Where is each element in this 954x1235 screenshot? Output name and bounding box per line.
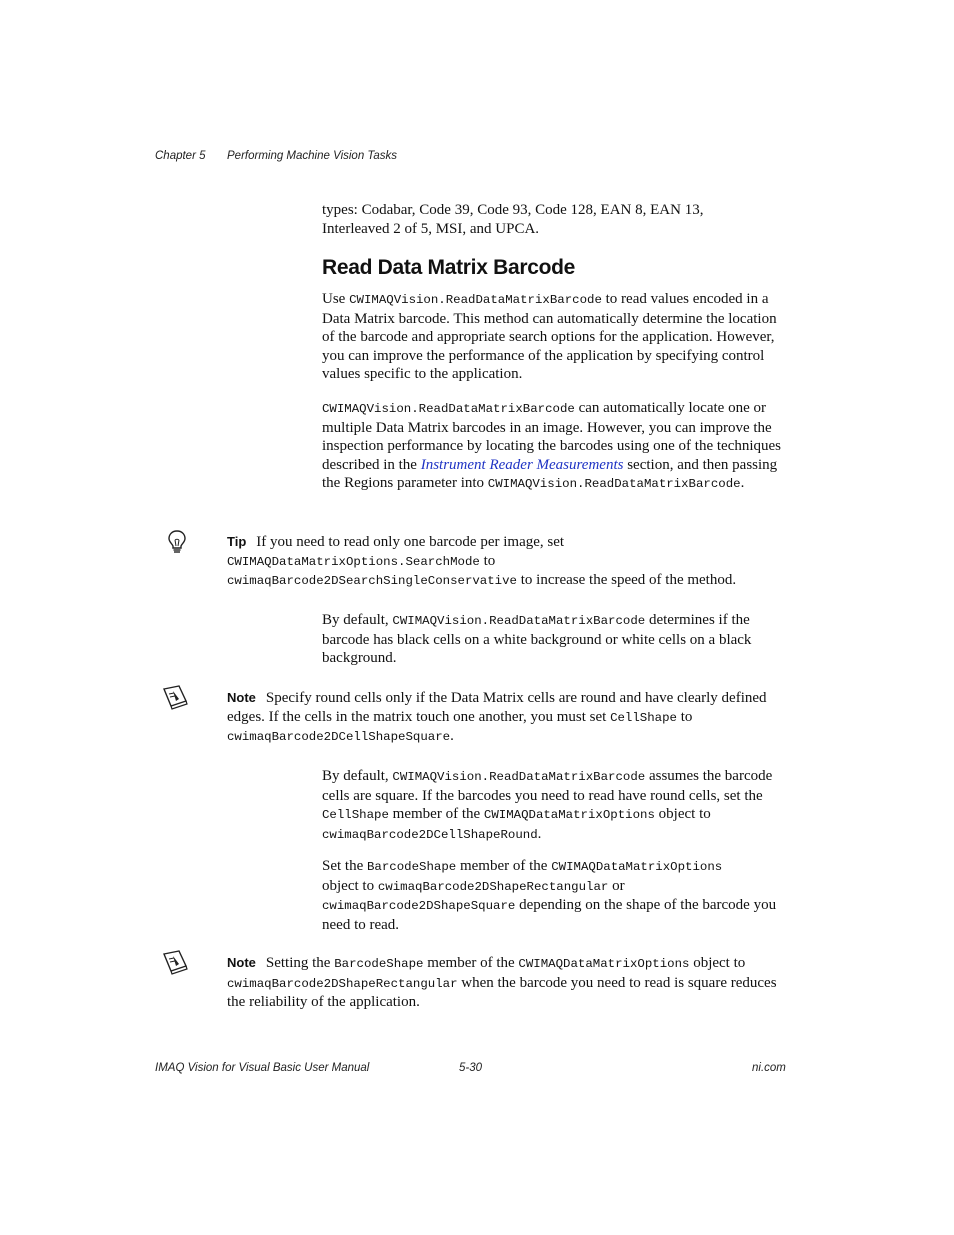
tip-code-2: cwimaqBarcode2DSearchSingleConservative [227, 574, 517, 589]
p4-code-3: CWIMAQDataMatrixOptions [483, 808, 655, 823]
header-chapter: Chapter 5 [155, 150, 206, 162]
p5-text-c: object to [322, 877, 378, 894]
tip-code-1: CWIMAQDataMatrixOptions.SearchMode [227, 554, 480, 569]
intro-line-1: types: Codabar, Code 39, Code 93, Code 128, EAN 8, EAN 13, [322, 202, 704, 218]
p5-code-1: BarcodeShape [367, 860, 457, 874]
p4-text-c: member of the [388, 806, 484, 823]
p2-code-2: CWIMAQVision.ReadDataMatrixBarcode [487, 477, 741, 492]
note1-text-b: to [676, 708, 693, 725]
note2-code-3: cwimaqBarcode2DShapeRectangular [227, 976, 458, 991]
p5-code-2: CWIMAQDataMatrixOptions [551, 860, 723, 874]
note1-text-a: Specify round cells only if the Data Matrix cells are round and have clearly defined edges. If the cells in the matrix touch one another, you must set [227, 690, 767, 725]
note2-code-2: CWIMAQDataMatrixOptions [518, 957, 690, 971]
footer-page-number: 5-30 [459, 1062, 483, 1074]
note2-code-1: BarcodeShape [334, 957, 424, 971]
lightbulb-icon [163, 528, 191, 556]
footer-site-link[interactable]: ni.com [752, 1062, 786, 1074]
note-callout-2 [227, 954, 785, 1012]
note-pad-icon [161, 683, 189, 711]
p2-text-a: can automatically locate one or multiple Data Matrix barcodes in an image. However, you can improve the inspection performance by locating the barcodes using one of the techniques described in the [322, 400, 782, 473]
note2-text-c: object to [689, 955, 746, 971]
note-callout-1 [227, 689, 785, 747]
p5-text-b: member of the [456, 858, 552, 874]
note2-text-d: when the barcode you need to read is square reduces the reliability of the application. [227, 974, 777, 1011]
p3-text-a: By default, [322, 612, 393, 628]
p1-text-b: to read values encoded in a Data Matrix barcode. This method can automatically determine the location of the barcode and appropriate search options for the application. However, you can improve the performance of the application by specifying control values specific to the application. [322, 291, 777, 383]
tip-text-b: to [479, 552, 496, 569]
tip-label: Tip [227, 534, 247, 549]
note1-code-1: CellShape [610, 710, 677, 725]
p4-text-b: assumes the barcode cells are square. If the barcodes you need to read have round cells, set the [322, 768, 773, 804]
tip-text-a: If you need to read only one barcode per image, set [256, 534, 565, 550]
header-title: Performing Machine Vision Tasks [227, 150, 398, 162]
note2-label: Note [227, 955, 256, 970]
p5-text-d: or [608, 877, 625, 894]
p5-text-a: Set the [322, 858, 367, 874]
intro-paragraph [322, 201, 784, 238]
paragraph-1 [322, 290, 784, 384]
note1-code-2: cwimaqBarcode2DCellShapeSquare [227, 730, 451, 745]
section-title: Read Data Matrix Barcode [322, 256, 576, 279]
p2-code-1: CWIMAQVision.ReadDataMatrixBarcode [322, 402, 575, 416]
intro-line-2: Interleaved 2 of 5, MSI, and UPCA. [322, 220, 540, 237]
p4-text-a: By default, [322, 768, 393, 784]
paragraph-4 [322, 767, 784, 844]
p5-code-4: cwimaqBarcode2DShapeSquare [322, 899, 516, 914]
p4-code-1: CWIMAQVision.ReadDataMatrixBarcode [392, 770, 646, 784]
tip-text-c: to increase the speed of the method. [517, 572, 737, 589]
p4-code-4: cwimaqBarcode2DCellShapeRound [322, 827, 538, 842]
p1-code: CWIMAQVision.ReadDataMatrixBarcode [349, 293, 602, 307]
p3-text-b: determines if the barcode has black cells on a white background or white cells on a black background. [322, 612, 752, 667]
note2-text-b: member of the [423, 955, 519, 971]
p5-text-e: depending on the shape of the barcode you need to read. [322, 897, 777, 933]
paragraph-3 [322, 611, 784, 668]
instrument-reader-measurements-link[interactable]: Instrument Reader Measurements [420, 456, 624, 473]
p2-text-c: . [740, 475, 745, 492]
note1-label: Note [227, 690, 256, 705]
footer-manual-title: IMAQ Vision for Visual Basic User Manual [155, 1062, 370, 1074]
p4-text-d: object to [654, 806, 711, 823]
p4-text-e: . [537, 825, 542, 842]
note2-text-a: Setting the [265, 955, 335, 971]
paragraph-5 [322, 857, 784, 934]
p2-text-b: section, and then passing the Regions parameter into [322, 456, 778, 492]
note-pad-icon [161, 948, 189, 976]
paragraph-2 [322, 399, 784, 494]
tip-callout [227, 533, 785, 591]
p4-code-2: CellShape [322, 808, 389, 823]
p1-text-a: Use [322, 291, 350, 307]
note1-text-c: . [450, 728, 454, 745]
p3-code: CWIMAQVision.ReadDataMatrixBarcode [392, 614, 646, 628]
p5-code-3: cwimaqBarcode2DShapeRectangular [377, 879, 609, 894]
